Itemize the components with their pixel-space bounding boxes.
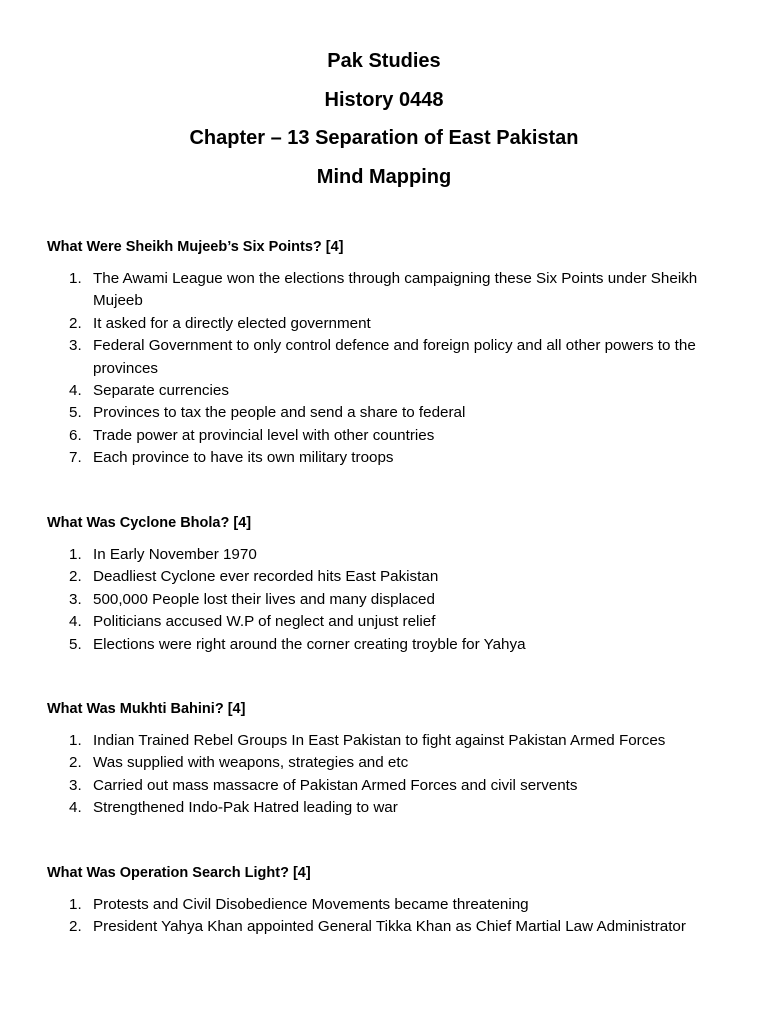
item-text: Provinces to tax the people and send a share to federal [93,404,466,422]
item-number: 4. [69,613,82,631]
section-heading: What Were Sheikh Mujeeb’s Six Points? [4] [47,239,344,255]
item-number: 2. [69,754,82,772]
item-text: Each province to have its own military troops [93,449,394,467]
numbered-list [47,894,727,939]
list-item [47,380,727,402]
list-item [47,268,727,313]
item-text: Protests and Civil Disobedience Movements became threatening [93,896,529,913]
section-operation-search-light [47,864,727,939]
list-item [47,894,727,916]
item-text: Politicians accused W.P of neglect and unjust relief [93,613,436,631]
item-text: 500,000 People lost their lives and many displaced [93,590,435,608]
section-heading: What Was Cyclone Bhola? [4] [47,515,252,531]
item-number: 3. [69,776,82,794]
list-item [47,797,727,819]
list-item [47,335,727,380]
item-number: 3. [69,337,82,355]
list-item [47,447,727,469]
item-text: Strengthened Indo-Pak Hatred leading to war [93,799,398,817]
item-number: 4. [69,799,82,817]
item-number: 3. [69,590,82,608]
item-number: 7. [69,449,82,467]
course-title: History 0448 [324,88,444,111]
item-number: 6. [69,426,82,444]
list-item [47,611,727,633]
list-item [47,425,727,447]
list-item [47,634,727,656]
item-text: Deadliest Cyclone ever recorded hits East Pakistan [93,568,439,586]
item-text: Indian Trained Rebel Groups In East Pakistan to fight against Pakistan Armed Forces [93,732,666,749]
item-text: Elections were right around the corner creating troyble for Yahya [93,635,526,653]
list-item [47,566,727,588]
item-text: In Early November 1970 [93,546,257,563]
subject-title: Pak Studies [327,50,441,72]
item-number: 1. [69,270,82,287]
item-text: It asked for a directly elected government [93,314,371,332]
item-number: 1. [69,732,82,749]
item-text: Carried out mass massacre of Pakistan Armed Forces and civil servents [93,776,578,794]
item-text: Trade power at provincial level with other countries [93,426,435,444]
list-item [47,730,727,752]
list-item [47,775,727,797]
section-cyclone-bhola [47,514,727,656]
item-number: 1. [69,896,82,913]
section-heading: What Was Operation Search Light? [4] [47,865,311,881]
section-six-points [47,238,727,470]
item-text: President Yahya Khan appointed General Tikka Khan as Chief Martial Law Administrator [93,918,686,936]
item-number: 2. [69,314,82,332]
section-heading: What Was Mukhti Bahini? [4] [47,701,246,717]
chapter-title: Chapter – 13 Separation of East Pakistan [189,127,579,149]
list-item [47,589,727,611]
list-item [47,313,727,335]
item-number: 4. [69,382,82,400]
numbered-list [47,544,727,656]
list-item [47,402,727,424]
item-number: 5. [69,404,82,422]
numbered-list [47,730,727,820]
item-number: 2. [69,918,82,936]
numbered-list [47,268,727,470]
title-block [0,42,768,196]
item-number: 5. [69,635,82,653]
item-text: The Awami League won the elections through campaigning these Six Points under Sheikh Mujeeb [93,270,698,310]
section-mukhti-bahini [47,700,727,820]
item-number: 2. [69,568,82,586]
item-text: Separate currencies [93,382,229,400]
item-text: Federal Government to only control defence and foreign policy and all other powers to the provinces [93,337,696,377]
topic-title: Mind Mapping [316,165,452,188]
list-item [47,544,727,566]
list-item [47,916,727,938]
list-item [47,752,727,774]
item-number: 1. [69,546,82,563]
item-text: Was supplied with weapons, strategies and etc [93,754,409,772]
